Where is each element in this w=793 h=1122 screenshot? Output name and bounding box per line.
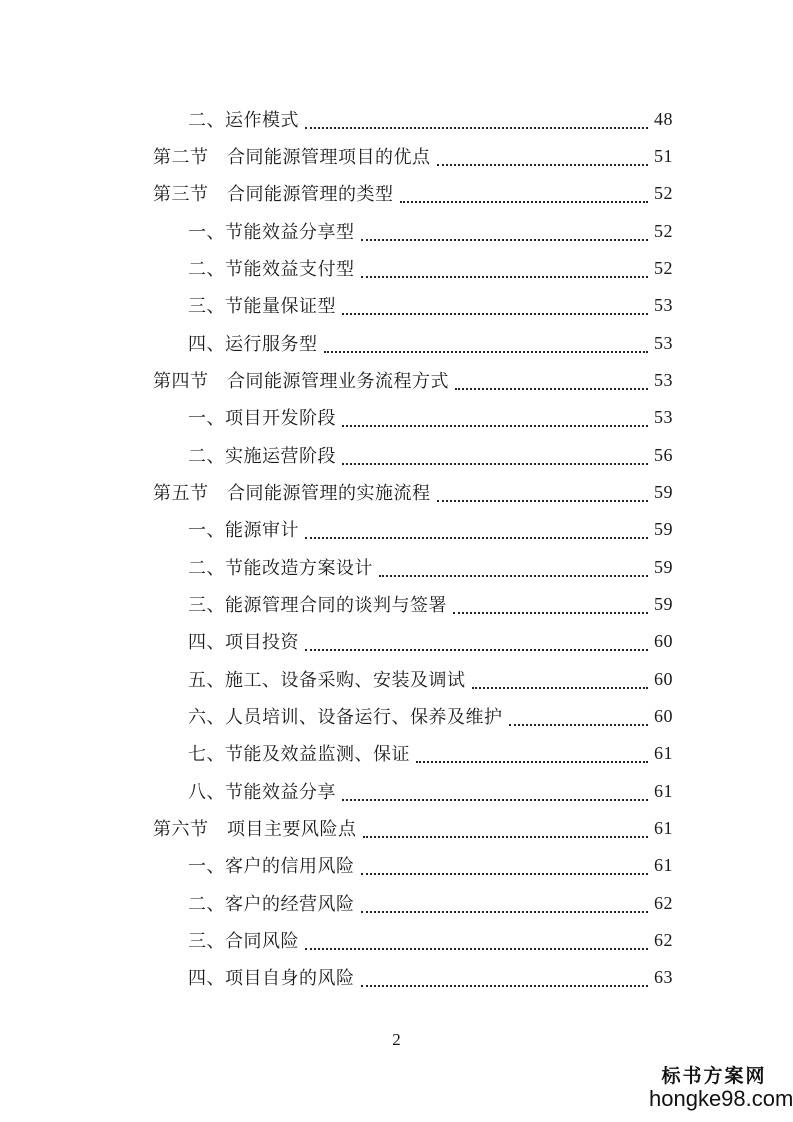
toc-entry-page: 56 — [654, 444, 673, 465]
toc-entry-title: 二、节能改造方案设计 — [188, 558, 373, 579]
watermark-logo — [649, 1061, 793, 1112]
toc-entry[interactable] — [153, 178, 673, 208]
dot-leader — [324, 347, 649, 353]
toc-entry[interactable] — [153, 477, 673, 507]
toc-entry-page: 53 — [654, 332, 673, 353]
toc-entry-page: 52 — [654, 182, 673, 203]
toc-entry[interactable] — [188, 962, 673, 992]
toc-entry[interactable] — [188, 514, 673, 544]
dot-leader — [305, 645, 648, 651]
toc-entry-page: 53 — [654, 369, 673, 390]
toc-entry-title: 一、能源审计 — [188, 520, 299, 541]
toc-entry-page: 59 — [654, 481, 673, 502]
toc-entry-title: 一、节能效益分享型 — [188, 222, 355, 243]
dot-leader — [455, 384, 648, 390]
toc-entry-title: 第二节 合同能源管理项目的优点 — [153, 147, 431, 168]
toc-entry-title: 五、施工、设备采购、安装及调试 — [188, 670, 466, 691]
toc-entry[interactable] — [188, 104, 673, 134]
toc-entry[interactable] — [188, 701, 673, 731]
dot-leader — [361, 235, 649, 241]
dot-leader — [509, 720, 649, 726]
dot-leader — [361, 272, 649, 278]
toc-entry[interactable] — [188, 664, 673, 694]
dot-leader — [342, 459, 648, 465]
dot-leader — [379, 571, 648, 577]
toc-entry-title: 二、运作模式 — [188, 110, 299, 131]
toc-entry-page: 53 — [654, 294, 673, 315]
dot-leader — [342, 795, 648, 801]
dot-leader — [342, 309, 648, 315]
toc-entry-title: 第六节 项目主要风险点 — [153, 819, 357, 840]
watermark-name: 标书方案网 — [661, 1065, 767, 1087]
toc-entry[interactable] — [153, 365, 673, 395]
toc-entry-title: 三、能源管理合同的谈判与签署 — [188, 595, 447, 616]
toc-entry[interactable] — [188, 328, 673, 358]
toc-entry-title: 四、运行服务型 — [188, 334, 318, 355]
toc-entry-page: 61 — [654, 817, 673, 838]
toc-entry[interactable] — [188, 440, 673, 470]
dot-leader — [437, 160, 649, 166]
toc-entry-title: 七、节能及效益监测、保证 — [188, 744, 410, 765]
toc-entry-page: 60 — [654, 630, 673, 651]
toc-entry-title: 二、实施运营阶段 — [188, 446, 336, 467]
dot-leader — [472, 683, 649, 689]
dot-leader — [361, 869, 649, 875]
dot-leader — [305, 944, 648, 950]
dot-leader — [416, 757, 648, 763]
dot-leader — [342, 421, 648, 427]
toc-entry-page: 52 — [654, 220, 673, 241]
toc-entry-title: 第四节 合同能源管理业务流程方式 — [153, 371, 449, 392]
toc-entry-title: 六、人员培训、设备运行、保养及维护 — [188, 707, 503, 728]
watermark-url: hongke98.com — [649, 1086, 793, 1111]
toc-entry[interactable] — [188, 888, 673, 918]
toc-entry[interactable] — [188, 253, 673, 283]
toc-entry-title: 四、项目投资 — [188, 632, 299, 653]
toc-entry[interactable] — [153, 141, 673, 171]
toc-entry-title: 一、客户的信用风险 — [188, 856, 355, 877]
toc-entry-page: 51 — [654, 145, 673, 166]
dot-leader — [305, 533, 648, 539]
toc-entry[interactable] — [188, 552, 673, 582]
toc-entry-page: 63 — [654, 966, 673, 987]
toc-entry-page: 61 — [654, 780, 673, 801]
dot-leader — [453, 608, 648, 614]
dot-leader — [361, 907, 649, 913]
dot-leader — [363, 832, 649, 838]
toc-entry-page: 61 — [654, 742, 673, 763]
toc-entry-title: 三、节能量保证型 — [188, 296, 336, 317]
dot-leader — [437, 496, 649, 502]
toc-entry-page: 52 — [654, 257, 673, 278]
toc-entry[interactable] — [153, 813, 673, 843]
toc-entry-page: 59 — [654, 518, 673, 539]
toc-entry-page: 60 — [654, 705, 673, 726]
toc-entry-page: 62 — [654, 929, 673, 950]
toc-entry[interactable] — [188, 925, 673, 955]
toc-entry[interactable] — [188, 216, 673, 246]
toc-entry-title: 八、节能效益分享 — [188, 782, 336, 803]
dot-leader — [361, 981, 649, 987]
toc-entry[interactable] — [188, 626, 673, 656]
toc-entry[interactable] — [188, 290, 673, 320]
toc-entry-title: 三、合同风险 — [188, 931, 299, 952]
toc-entry-page: 59 — [654, 556, 673, 577]
page-number: 2 — [392, 1030, 401, 1049]
dot-leader — [400, 197, 649, 203]
toc-entry-page: 62 — [654, 892, 673, 913]
toc-entry-title: 二、客户的经营风险 — [188, 894, 355, 915]
toc-entry[interactable] — [188, 776, 673, 806]
toc-entry-title: 四、项目自身的风险 — [188, 968, 355, 989]
dot-leader — [305, 123, 648, 129]
toc-entry[interactable] — [188, 402, 673, 432]
toc-entry-page: 53 — [654, 406, 673, 427]
toc-entry[interactable] — [188, 738, 673, 768]
toc-entry-title: 第三节 合同能源管理的类型 — [153, 184, 394, 205]
toc-entry-page: 61 — [654, 854, 673, 875]
toc-entry[interactable] — [188, 850, 673, 880]
toc-entry-page: 60 — [654, 668, 673, 689]
toc-entry-title: 第五节 合同能源管理的实施流程 — [153, 483, 431, 504]
toc-entry-title: 二、节能效益支付型 — [188, 259, 355, 280]
toc-entry-page: 59 — [654, 593, 673, 614]
toc-entry-page: 48 — [654, 108, 673, 129]
toc-entry-title: 一、项目开发阶段 — [188, 408, 336, 429]
toc-entry[interactable] — [188, 589, 673, 619]
